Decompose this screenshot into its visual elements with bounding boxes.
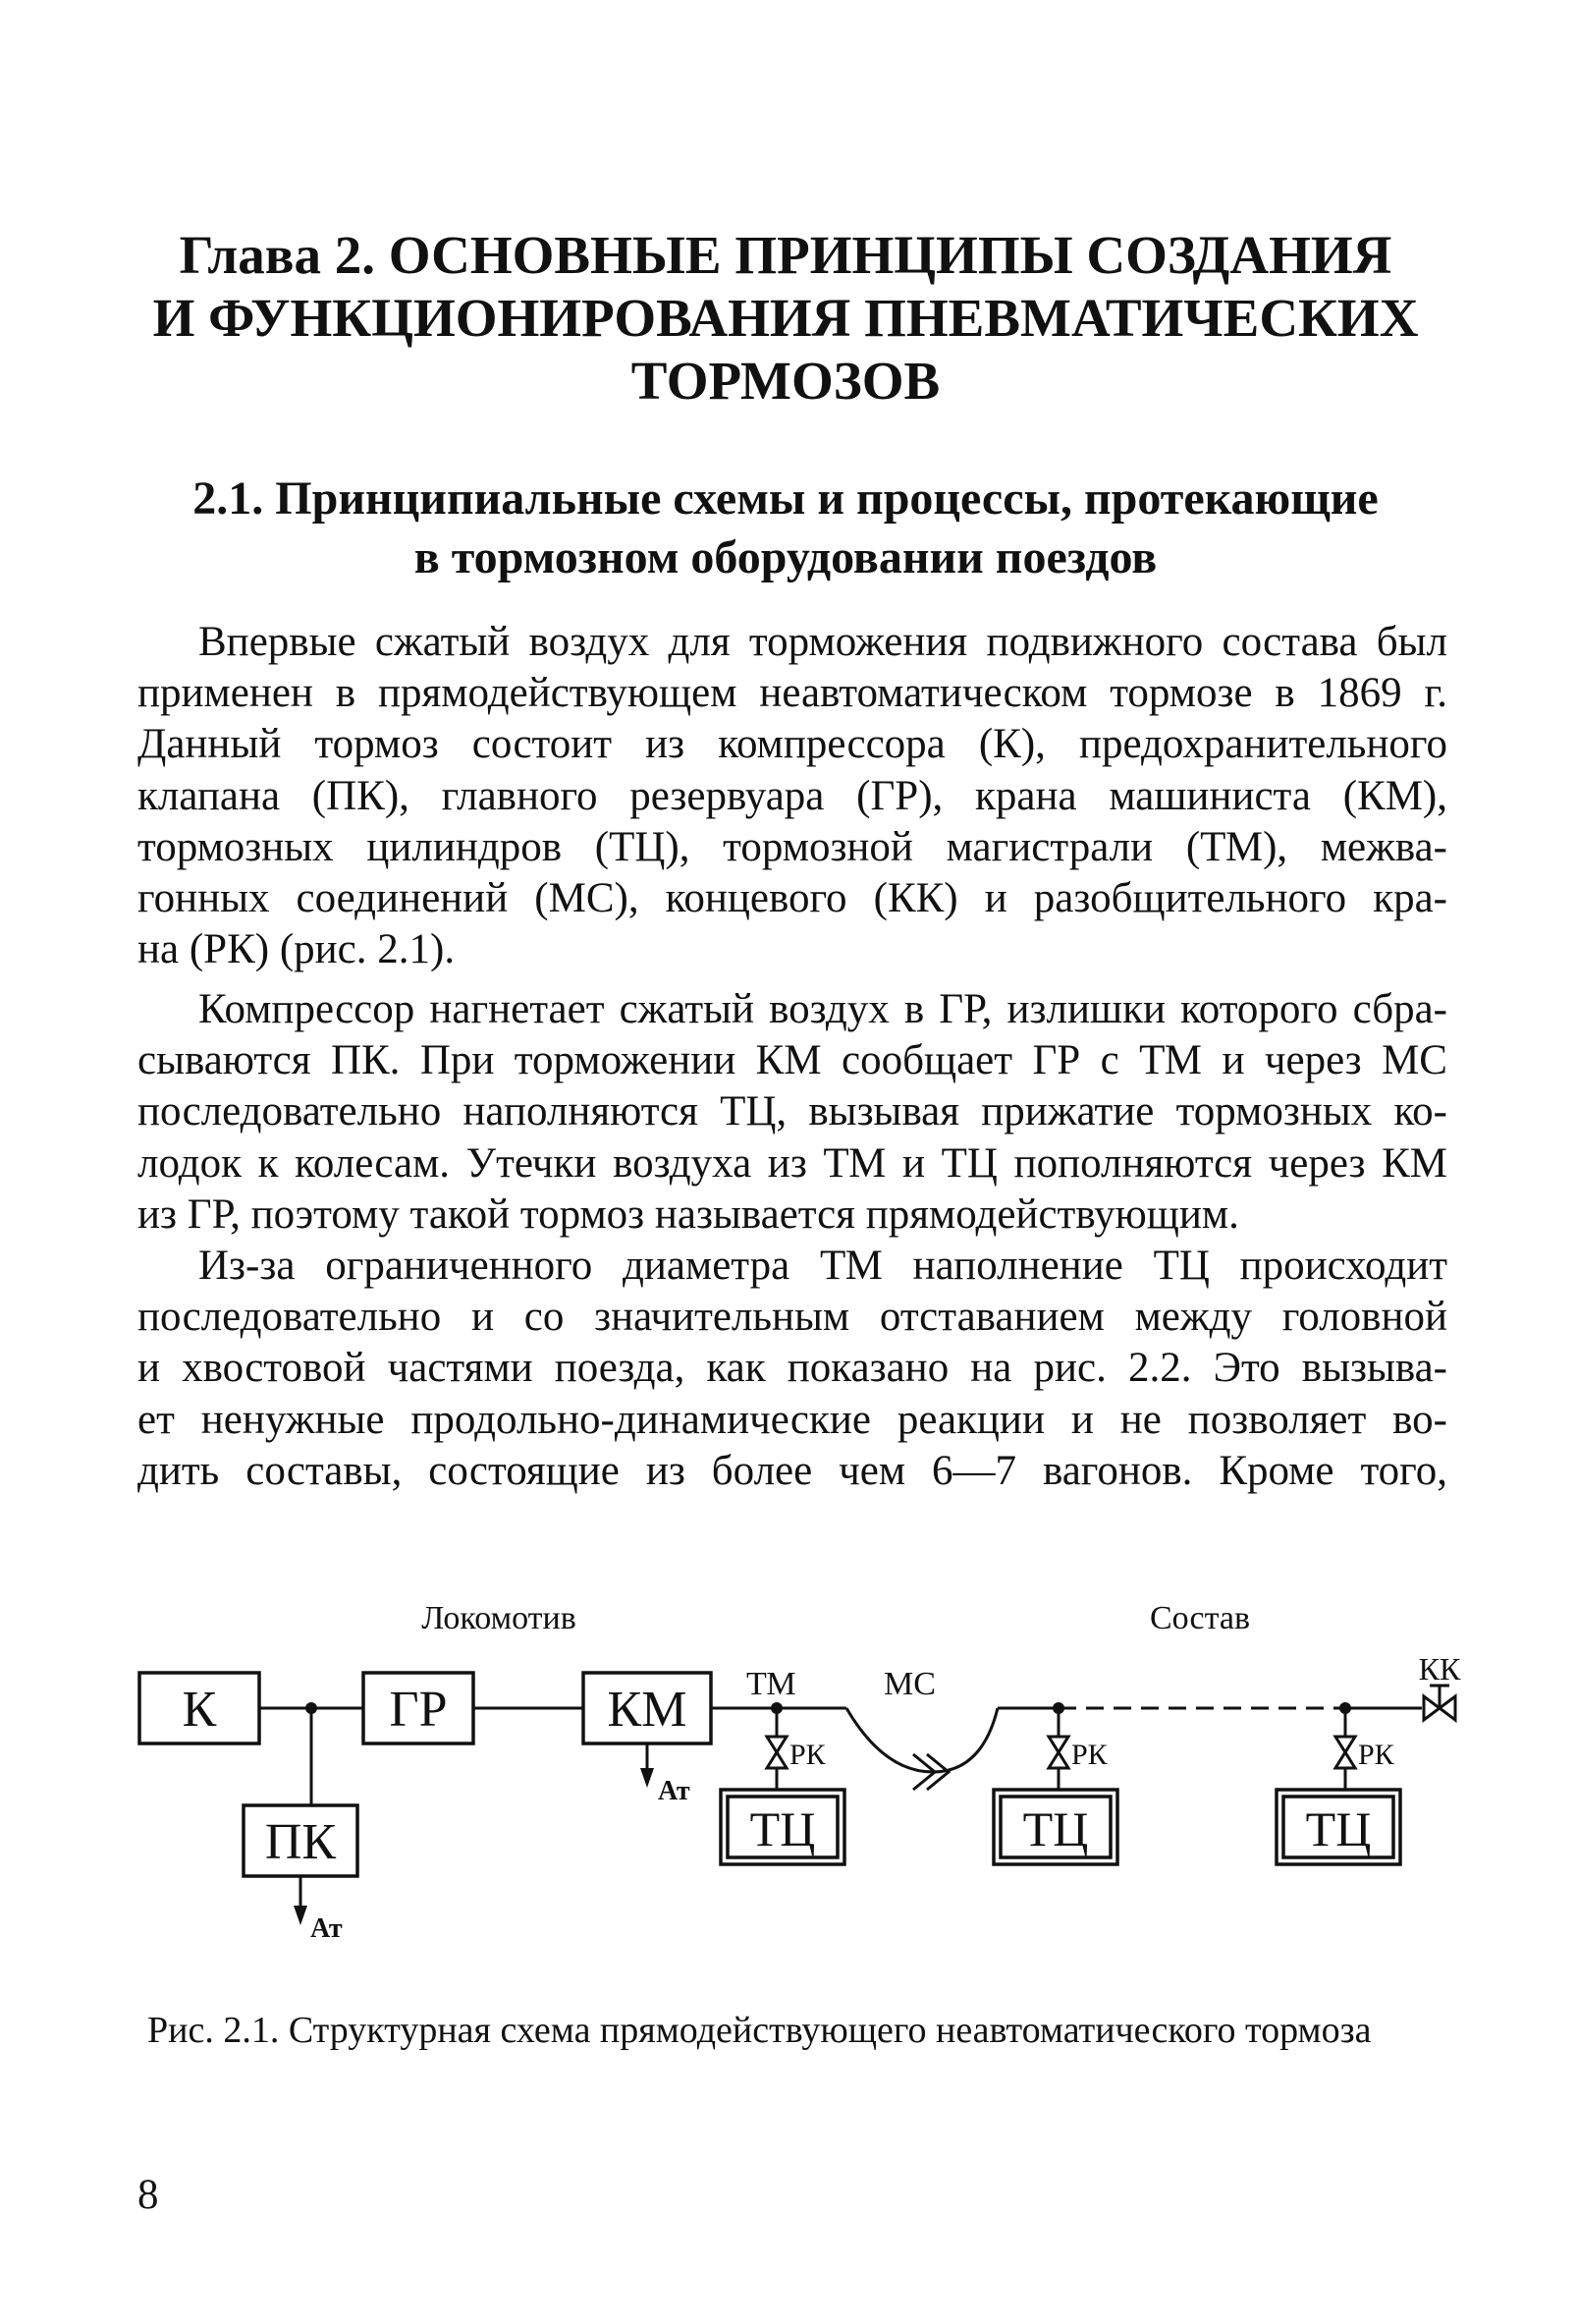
text-line: применен в прямодействующем неавтоматическом тормозе в 1869 г. — [137, 670, 1447, 717]
driver-valve-label: КМ — [607, 1682, 687, 1738]
text-line: на (РК) (рис. 2.1). — [137, 926, 456, 973]
text-line: последовательно и со значительным отставанием между головной — [137, 1294, 1447, 1341]
section-title — [137, 470, 1434, 587]
end-cock-icon — [1440, 1696, 1455, 1720]
cutout-valve-label: РК — [1358, 1739, 1394, 1771]
text-line: гонных соединений (МС), концевого (КК) и разобщительного кра- — [137, 874, 1447, 921]
section-title-line: 2.1. Принципиальные схемы и процессы, протекающие — [192, 472, 1379, 525]
label-locomotive: Локомотив — [421, 1600, 576, 1636]
text-line: тормозных цилиндров (ТЦ), тормозной магистрали (ТМ), межва- — [137, 823, 1447, 870]
cutout-valve-icon — [767, 1752, 787, 1768]
text-line: и хвостовой частями поезда, как показано на рис. 2.2. Это вызыва- — [137, 1345, 1447, 1392]
text-line: лодок к колесам. Утечки воздуха из ТМ и ТЦ пополняются через КМ — [137, 1139, 1447, 1187]
brake-cylinder-label: ТЦ — [1305, 1801, 1372, 1856]
cutout-valve-label: РК — [789, 1739, 826, 1771]
text-line: из ГР, поэтому такой тормоз называется прямодействующим. — [137, 1190, 1239, 1238]
paragraph-1 — [137, 617, 1447, 975]
hose-coupling-label: МС — [884, 1666, 936, 1702]
text-line: сываются ПК. При торможении КМ сообщает ГР с ТМ и через МС — [137, 1037, 1447, 1084]
text-line: дить составы, состоящие из более чем 6—7 вагонов. Кроме того, — [137, 1447, 1447, 1494]
brake-diagram-svg — [0, 1572, 1577, 1964]
cutout-valve-icon — [1049, 1752, 1068, 1768]
exhaust-km-label: Ат — [658, 1776, 690, 1806]
chapter-title-line: И ФУНКЦИОНИРОВАНИЯ ПНЕВМАТИЧЕСКИХ — [152, 288, 1419, 348]
safety-valve-label: ПК — [264, 1814, 337, 1870]
text-line: Компрессор нагнетает сжатый воздух в ГР, излишки которого сбра- — [198, 986, 1447, 1032]
cutout-valve-label: РК — [1071, 1739, 1108, 1771]
cutout-valve-icon — [1335, 1752, 1355, 1768]
brake-cylinder-label: ТЦ — [749, 1801, 816, 1856]
text-line: Впервые сжатый воздух для торможения подвижного состава был — [198, 619, 1447, 665]
exhaust-arrow-icon — [640, 1768, 654, 1788]
text-line: ет ненужные продольно-динамические реакции и не позволяет во- — [137, 1396, 1447, 1443]
brake-pipe-label: ТМ — [746, 1666, 796, 1702]
chapter-title-line: Глава 2. ОСНОВНЫЕ ПРИНЦИПЫ СОЗДАНИЯ — [179, 225, 1392, 285]
text-line: последовательно наполняются ТЦ, вызывая прижатие тормозных ко- — [137, 1088, 1447, 1135]
paragraph-2 — [137, 984, 1447, 1241]
end-cock-label: КК — [1418, 1651, 1461, 1687]
exhaust-pk-label: Ат — [310, 1913, 343, 1944]
main-reservoir-label: ГР — [389, 1682, 448, 1738]
paragraph-3 — [137, 1241, 1447, 1497]
section-title-line: в тормозном оборудовании поездов — [413, 531, 1158, 583]
brake-diagram — [0, 1572, 1577, 1964]
page-number: 8 — [137, 2172, 159, 2218]
exhaust-arrow-icon — [294, 1906, 307, 1925]
brake-cylinder-label: ТЦ — [1022, 1801, 1089, 1856]
chapter-title-line: ТОРМОЗОВ — [630, 351, 941, 411]
chapter-title — [137, 224, 1434, 413]
text-line: Из-за ограниченного диаметра ТМ наполнение ТЦ происходит — [198, 1243, 1447, 1289]
text-line: клапана (ПК), главного резервуара (ГР), крана машиниста (КМ), — [137, 772, 1447, 819]
figure-caption: Рис. 2.1. Структурная схема прямодействующего неавтоматического тормоза — [147, 2010, 1372, 2051]
label-train: Состав — [1149, 1600, 1251, 1636]
text-line: Данный тормоз состоит из компрессора (К), предохранительного — [137, 721, 1447, 768]
compressor-label: К — [182, 1682, 217, 1738]
